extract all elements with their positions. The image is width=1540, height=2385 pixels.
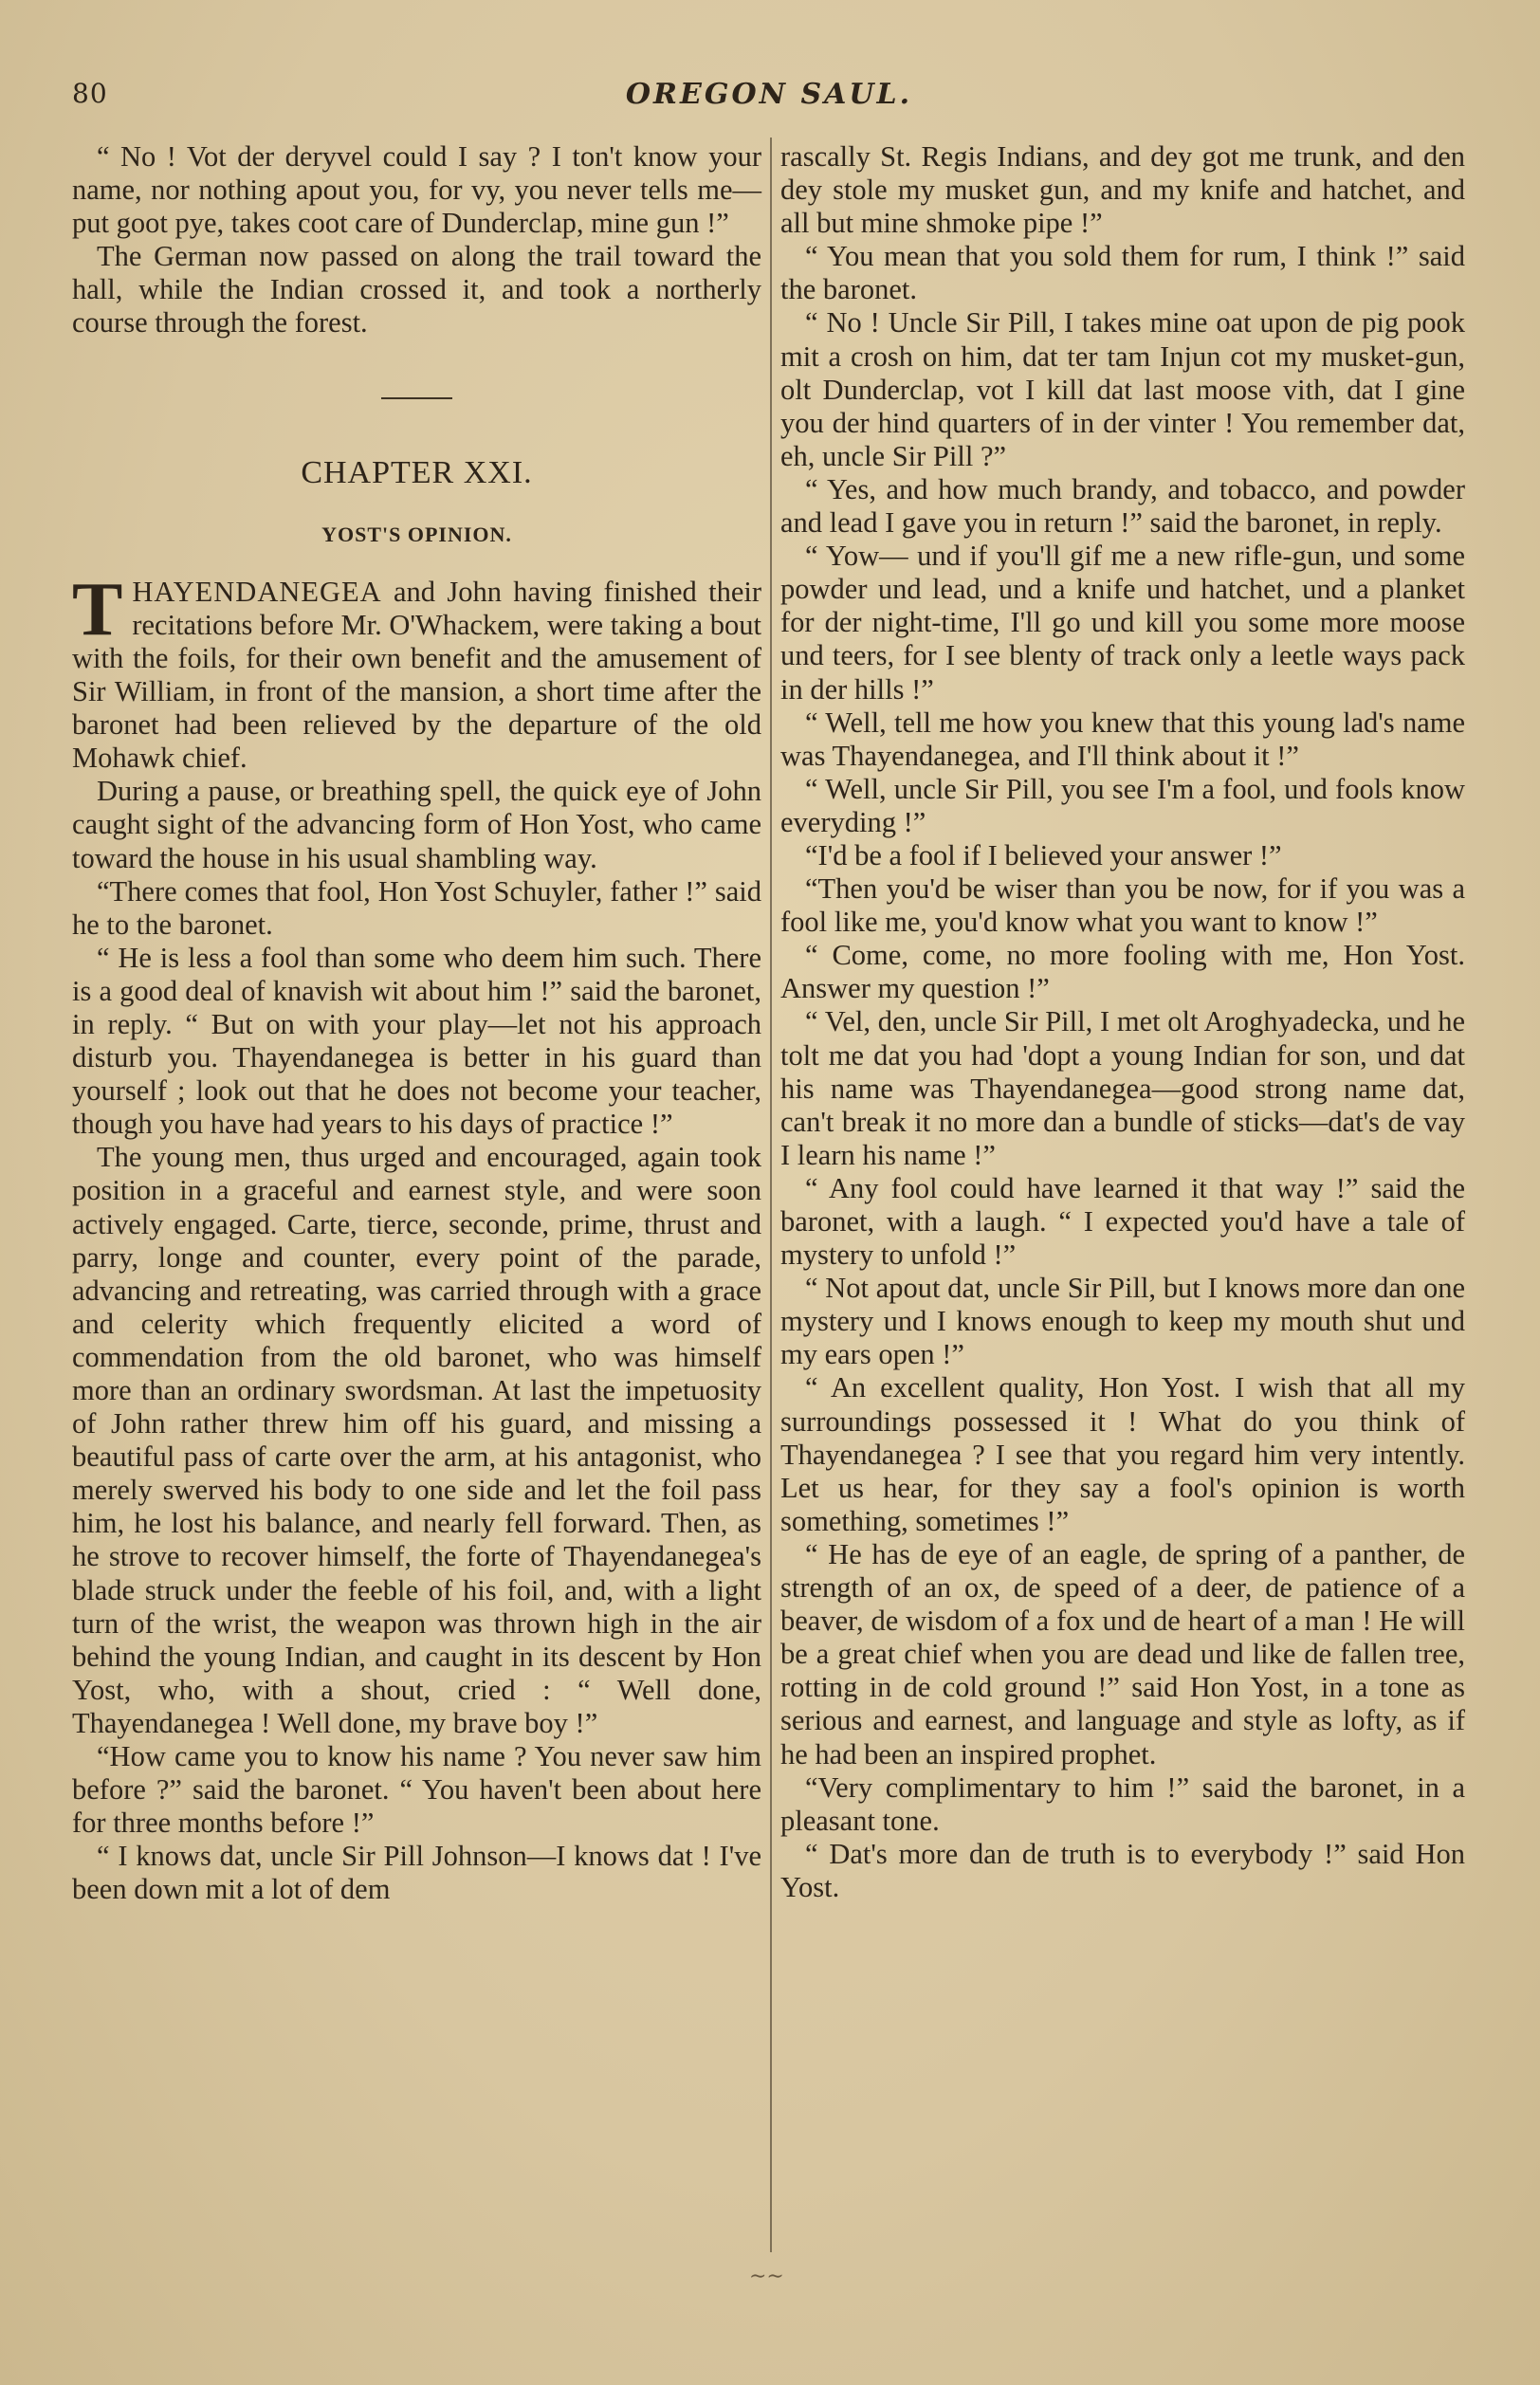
paragraph: “ Come, come, no more fooling with me, Hon Yost. Answer my question !”	[780, 939, 1465, 1005]
paragraph: “ He is less a fool than some who deem him such. There is a good deal of knavish wit about him !” said the baronet, in reply. “ But on with your play—let not his approach disturb you. Thayendanegea is better in his guard than yourself ; look out that he does not become your teacher, though you have had years to his days of practice !”	[72, 941, 761, 1141]
chapter-title: CHAPTER XXI.	[301, 454, 533, 490]
paragraph: “ No ! Vot der deryvel could I say ? I ton't know your name, nor nothing apout you, for vy, you never tells me—put goot pye, takes coot care of Dunderclap, mine gun !”	[72, 140, 761, 240]
right-column	[780, 140, 1465, 1904]
paragraph-text: and John having finished their recitations before Mr. O'Whackem, were taking a bout with the foils, for their own benefit and the amusement of Sir William, in front of the mansion, a short time after the baronet had been relieved by the departure of the old Mohawk chief.	[72, 575, 761, 775]
paragraph: “I'd be a fool if I believed your answer !”	[805, 838, 1282, 871]
paragraph: “ Any fool could have learned it that way !” said the baronet, with a laugh. “ I expected you'd have a tale of mystery to unfold !”	[780, 1171, 1465, 1272]
lead-caps: HAYENDANEGEA	[132, 575, 382, 608]
paragraph: “ An excellent quality, Hon Yost. I wish that all my surroundings possessed it ! What do you think of Thayendanegea ? I see that you regard him very intently. Let us hear, for they say a fool's opinion is worth something, sometimes !”	[780, 1371, 1465, 1537]
paragraph: “ Yow— und if you'll gif me a new rifle-gun, und some powder und lead, und a knife und hatchet, und a planket for der night-time, I'll go und kill you some more moose und teers, for I see blenty of track only a leetle ways pack in der hills !”	[780, 540, 1465, 706]
running-title: OREGON SAUL.	[625, 78, 913, 111]
paragraph: “ Not apout dat, uncle Sir Pill, but I knows more dan one mystery und I knows enough to keep my mouth shut und my ears open !”	[780, 1272, 1465, 1371]
paragraph: “ You mean that you sold them for rum, I think !” said the baronet.	[780, 240, 1465, 306]
paragraph: rascally St. Regis Indians, and dey got me trunk, and den dey stole my musket gun, and my knife and hatchet, and all but mine shmoke pipe !”	[780, 140, 1465, 240]
chapter-opening-paragraph	[72, 567, 761, 776]
column-divider	[770, 138, 772, 2252]
paragraph: “Very complimentary to him !” said the baronet, in a pleasant tone.	[780, 1770, 1465, 1837]
page-number: 80	[72, 78, 108, 109]
chapter-subtitle: YOST'S OPINION.	[321, 522, 512, 546]
paragraph: “Then you'd be wiser than you be now, for if you was a fool like me, you'd know what you want to know !”	[780, 872, 1465, 939]
drop-cap: T	[72, 567, 123, 651]
paragraph: The young men, thus urged and encouraged, again took position in a graceful and earnest style, and were soon actively engaged. Carte, tierce, seconde, prime, thrust and parry, longe and counter, every point of the parade, advancing and retreating, was carried through with a grace and celerity which frequently elicited a word of commendation from the old baronet, who was himself more than an ordinary swordsman. At last the impetuosity of John rather threw him off his guard, and missing a beautiful pass of carte over the arm, at his antagonist, who merely swerved his body to one side and let the foil pass him, he lost his balance, and nearly fell forward. Then, as he strove to recover himself, the forte of Thayendanegea's blade struck under the feeble of his foil, and, with a light turn of the wrist, the weapon was thrown high in the air behind the young Indian, and caught in its descent by Hon Yost, who, with a shout, cried : “ Well done, Thayendanegea ! Well done, my brave boy !”	[72, 1141, 761, 1739]
paragraph: “ Well, uncle Sir Pill, you see I'm a fool, und fools know everyding !”	[780, 772, 1465, 838]
paragraph: “ He has de eye of an eagle, de spring of a panther, de strength of an ox, de speed of a deer, de patience of a beaver, de wisdom of a fox und de heart of a man ! He will be a great chief when you are dead und like de fallen tree, rotting in de cold ground !” said Hon Yost, in a tone as serious and earnest, and language and style as lofty, as if he had been an inspired prophet.	[780, 1537, 1465, 1770]
printer-ornament-icon: ∼∼	[749, 2265, 784, 2288]
page-header	[72, 78, 1466, 125]
paragraph: “ Well, tell me how you knew that this young lad's name was Thayendanegea, and I'll think about it !”	[780, 706, 1465, 772]
left-column	[72, 140, 761, 1907]
paragraph: “ Dat's more dan de truth is to everybody !” said Hon Yost.	[780, 1837, 1465, 1903]
paragraph: “ Vel, den, uncle Sir Pill, I met olt Aroghyadecka, und he tolt me dat you had 'dopt a young Indian for son, und dat his name was Thayendanegea—good strong name dat, can't break it no more dan a bundle of sticks—dat's de vay I learn his name !”	[780, 1005, 1465, 1171]
paragraph: The German now passed on along the trail toward the hall, while the Indian crossed it, and took a northerly course through the forest.	[72, 240, 761, 339]
section-separator	[381, 397, 452, 399]
paragraph: “ I knows dat, uncle Sir Pill Johnson—I knows dat ! I've been down mit a lot of dem	[72, 1840, 761, 1906]
paragraph: During a pause, or breathing spell, the quick eye of John caught sight of the advancing form of Hon Yost, who came toward the house in his usual shambling way.	[72, 775, 761, 874]
paragraph: “ Yes, and how much brandy, and tobacco, and powder and lead I gave you in return !” said the baronet, in reply.	[780, 472, 1465, 540]
paragraph: “There comes that fool, Hon Yost Schuyler, father !” said he to the baronet.	[72, 874, 761, 941]
paragraph: “How came you to know his name ? You never saw him before ?” said the baronet. “ You haven't been about here for three months before !”	[72, 1740, 761, 1840]
paragraph: “ No ! Uncle Sir Pill, I takes mine oat upon de pig pook mit a crosh on him, dat ter tam Injun cot my musket-gun, olt Dunderclap, vot I kill dat last moose vith, dat I gine you der hind quarters of in der vinter ! You remember dat, eh, uncle Sir Pill ?”	[780, 306, 1465, 472]
